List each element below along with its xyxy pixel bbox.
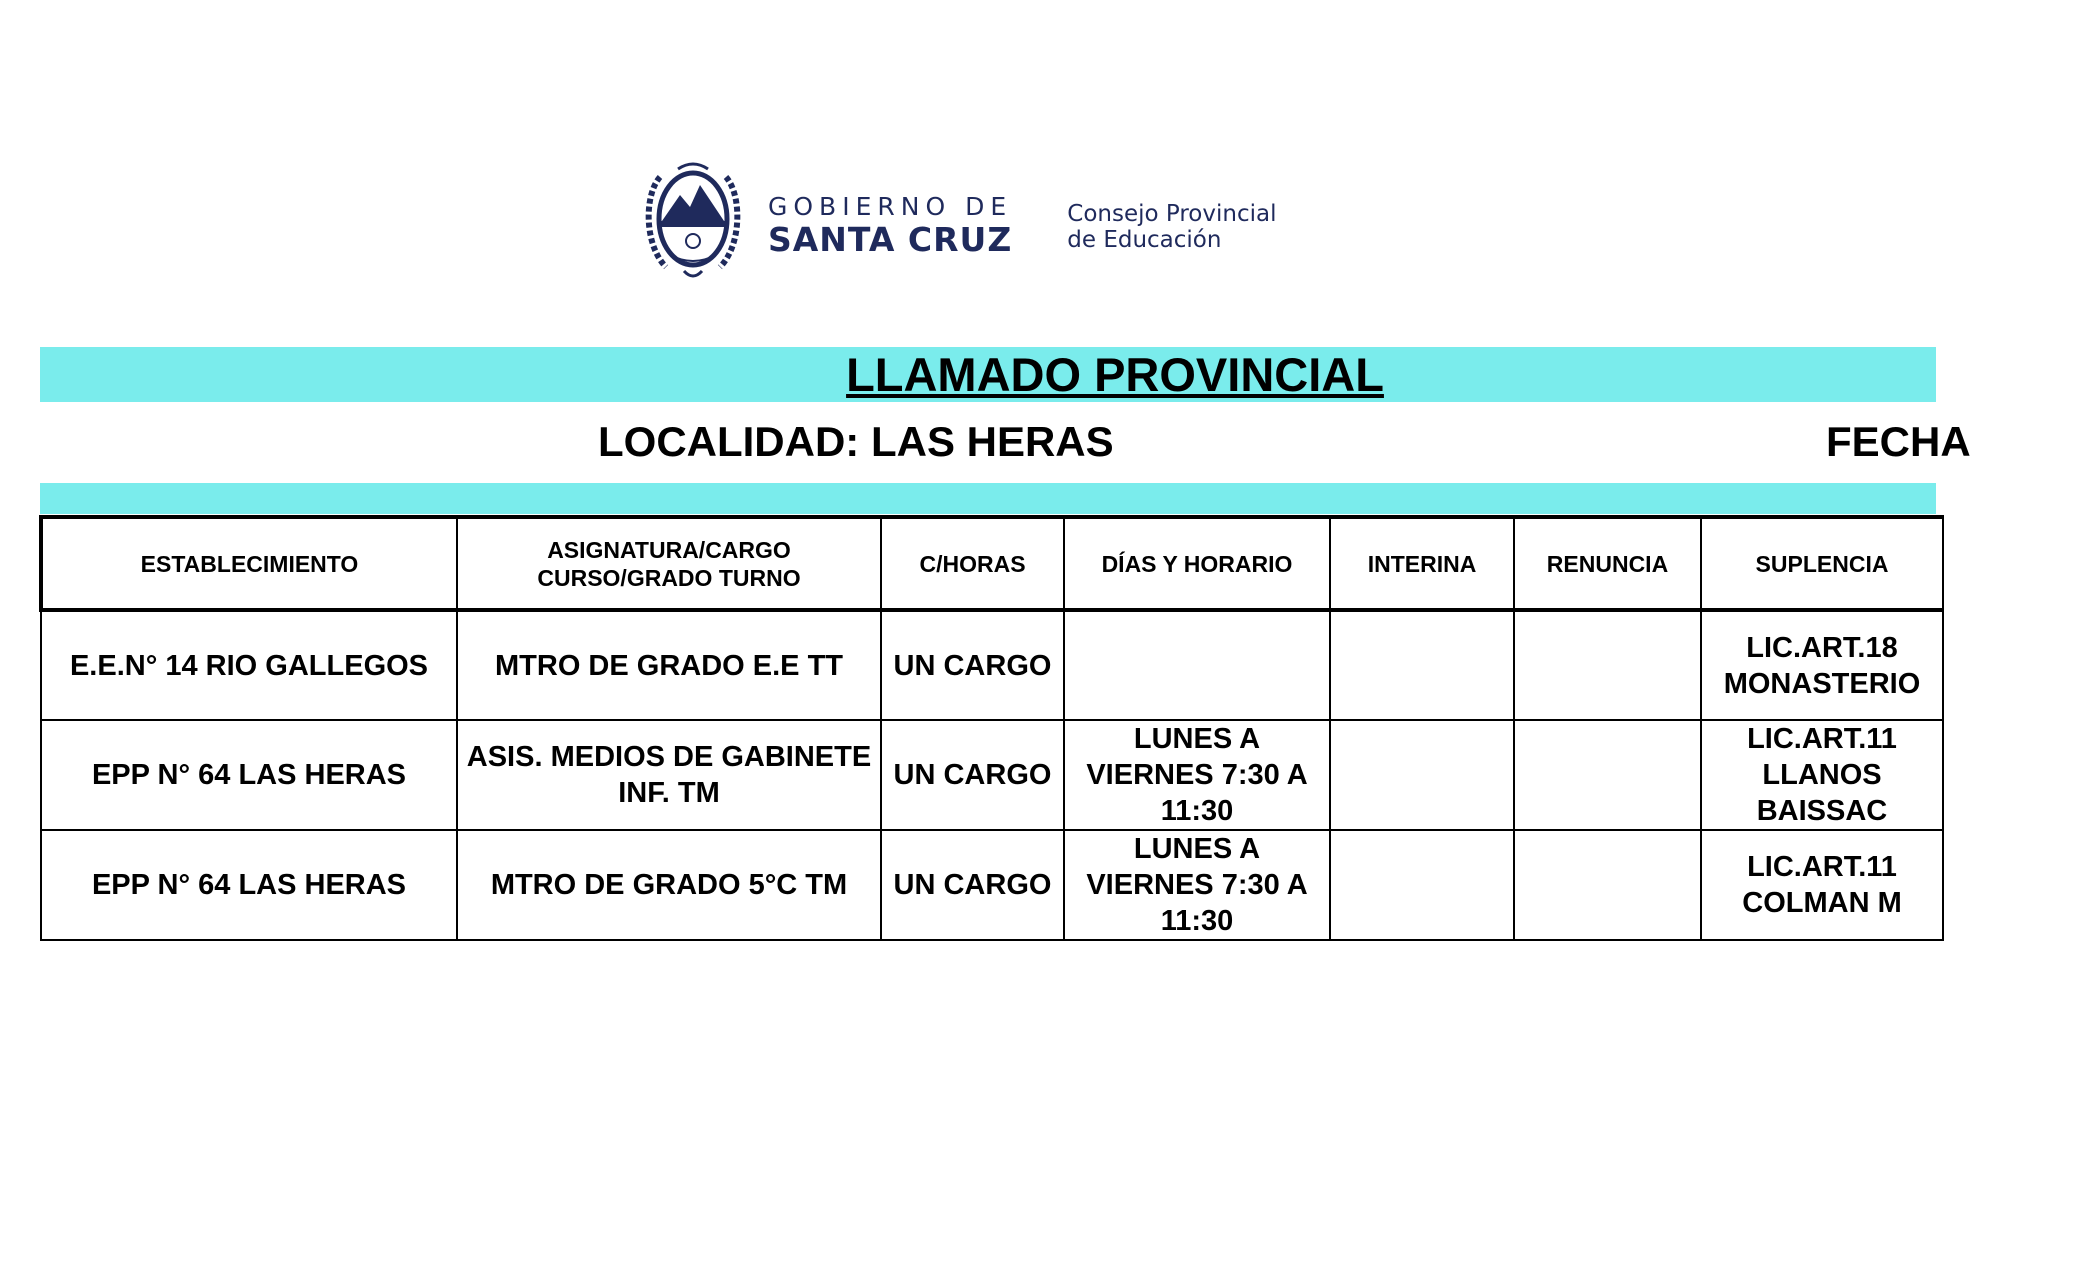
column-header: C/HORAS	[881, 517, 1064, 610]
table-cell: LIC.ART.11 COLMAN M	[1701, 830, 1943, 940]
table-cell	[1064, 610, 1330, 720]
table-header-row	[41, 517, 1943, 610]
table-row	[41, 610, 1943, 720]
table-cell: UN CARGO	[881, 610, 1064, 720]
column-header: INTERINA	[1330, 517, 1514, 610]
fecha-clip	[1826, 415, 1971, 475]
table-cell: UN CARGO	[881, 830, 1064, 940]
table-cell: UN CARGO	[881, 720, 1064, 830]
provincial-seal-icon	[640, 155, 746, 285]
table-cell: LIC.ART.11 LLANOS BAISSAC	[1701, 720, 1943, 830]
column-header: DÍAS Y HORARIO	[1064, 517, 1330, 610]
table-cell: LUNES A VIERNES 7:30 A 11:30	[1064, 830, 1330, 940]
table-row	[41, 830, 1943, 940]
page-title: LLAMADO PROVINCIAL	[846, 348, 1384, 401]
table-cell: MTRO DE GRADO 5°C TM	[457, 830, 881, 940]
logo-line2: SANTA CRUZ	[768, 220, 1013, 259]
council-line1: Consejo Provincial	[1067, 201, 1277, 227]
table-cell	[1330, 720, 1514, 830]
government-name	[768, 182, 1012, 258]
table-band	[40, 483, 1936, 514]
table-cell	[1514, 720, 1701, 830]
header-logo	[640, 155, 1276, 285]
table-cell	[1330, 830, 1514, 940]
localidad-label: LOCALIDAD: LAS HERAS	[598, 418, 1114, 465]
column-header: ASIGNATURA/CARGO CURSO/GRADO TURNO	[457, 517, 881, 610]
council-line2: de Educación	[1067, 227, 1222, 253]
council-name	[1067, 187, 1276, 253]
logo-line1: GOBIERNO DE	[768, 192, 1013, 221]
table-row	[41, 720, 1943, 830]
table-cell	[1330, 610, 1514, 720]
table-cell: LUNES A VIERNES 7:30 A 11:30	[1064, 720, 1330, 830]
table-cell: EPP N° 64 LAS HERAS	[41, 720, 457, 830]
column-header: ESTABLECIMIENTO	[41, 517, 457, 610]
table-cell	[1514, 610, 1701, 720]
column-header: RENUNCIA	[1514, 517, 1701, 610]
table-cell: E.E.N° 14 RIO GALLEGOS	[41, 610, 457, 720]
table-cell: EPP N° 64 LAS HERAS	[41, 830, 457, 940]
table-cell: LIC.ART.18 MONASTERIO	[1701, 610, 1943, 720]
positions-table	[39, 515, 1944, 941]
table-cell	[1514, 830, 1701, 940]
column-header: SUPLENCIA	[1701, 517, 1943, 610]
table-cell: ASIS. MEDIOS DE GABINETE INF. TM	[457, 720, 881, 830]
table-cell: MTRO DE GRADO E.E TT	[457, 610, 881, 720]
fecha-label: FECHA	[1826, 418, 1971, 465]
